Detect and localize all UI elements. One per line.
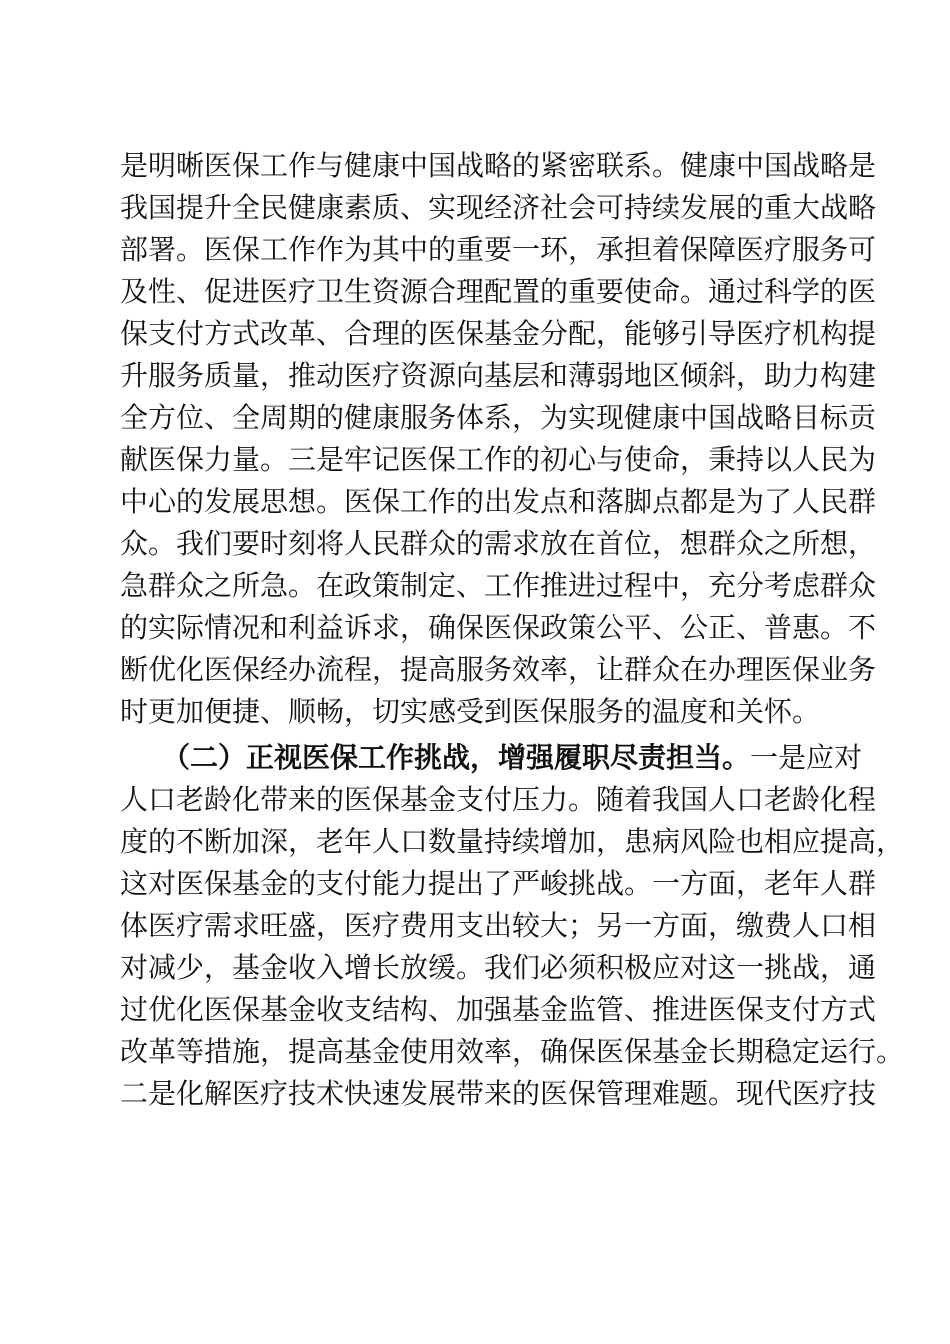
body-line: 二是化解医疗技术快速发展带来的医保管理难题。现代医疗技 [120, 1077, 877, 1110]
body-line: 时更加便捷、顺畅，切实感受到医保服务的温度和关怀。 [120, 695, 821, 728]
body-line: 过优化医保基金收支结构、加强基金监管、推进医保支付方式 [120, 993, 877, 1026]
body-line: 升服务质量，推动医疗资源向基层和薄弱地区倾斜，助力构建 [120, 359, 877, 392]
body-line: 及性、促进医疗卫生资源合理配置的重要使命。通过科学的医 [120, 275, 877, 308]
body-line: 中心的发展思想。医保工作的出发点和落脚点都是为了人民群 [120, 485, 877, 518]
section-heading: （二）正视医保工作挑战，增强履职尽责担当。 [162, 741, 751, 774]
body-line: 众。我们要时刻将人民群众的需求放在首位，想群众之所想， [120, 527, 877, 560]
body-line: 是明晰医保工作与健康中国战略的紧密联系。健康中国战略是 [120, 149, 877, 182]
body-line: 献医保力量。三是牢记医保工作的初心与使命，秉持以人民为 [120, 443, 877, 476]
body-line: 保支付方式改革、合理的医保基金分配，能够引导医疗机构提 [120, 317, 877, 350]
body-line: 对减少，基金收入增长放缓。我们必须积极应对这一挑战，通 [120, 951, 877, 984]
body-line: 断优化医保经办流程，提高服务效率，让群众在办理医保业务 [120, 653, 877, 686]
body-line: 体医疗需求旺盛，医疗费用支出较大；另一方面，缴费人口相 [120, 909, 877, 942]
body-line: 人口老龄化带来的医保基金支付压力。随着我国人口老龄化程 [120, 783, 877, 816]
section-first-line-rest: 一是应对 [750, 741, 863, 774]
body-line: 的实际情况和利益诉求，确保医保政策公平、公正、普惠。不 [120, 611, 877, 644]
body-line: 部署。医保工作作为其中的重要一环，承担着保障医疗服务可 [120, 233, 877, 266]
body-line: 我国提升全民健康素质、实现经济社会可持续发展的重大战略 [120, 191, 877, 224]
body-line: 改革等措施，提高基金使用效率，确保医保基金长期稳定运行。 [120, 1035, 905, 1068]
body-line: 全方位、全周期的健康服务体系，为实现健康中国战略目标贡 [120, 401, 877, 434]
body-line: 急群众之所急。在政策制定、工作推进过程中，充分考虑群众 [120, 569, 877, 602]
body-line: 这对医保基金的支付能力提出了严峻挑战。一方面，老年人群 [120, 867, 877, 900]
body-line: 度的不断加深，老年人口数量持续增加，患病风险也相应提高， [120, 825, 905, 858]
section-heading-line [162, 738, 863, 778]
